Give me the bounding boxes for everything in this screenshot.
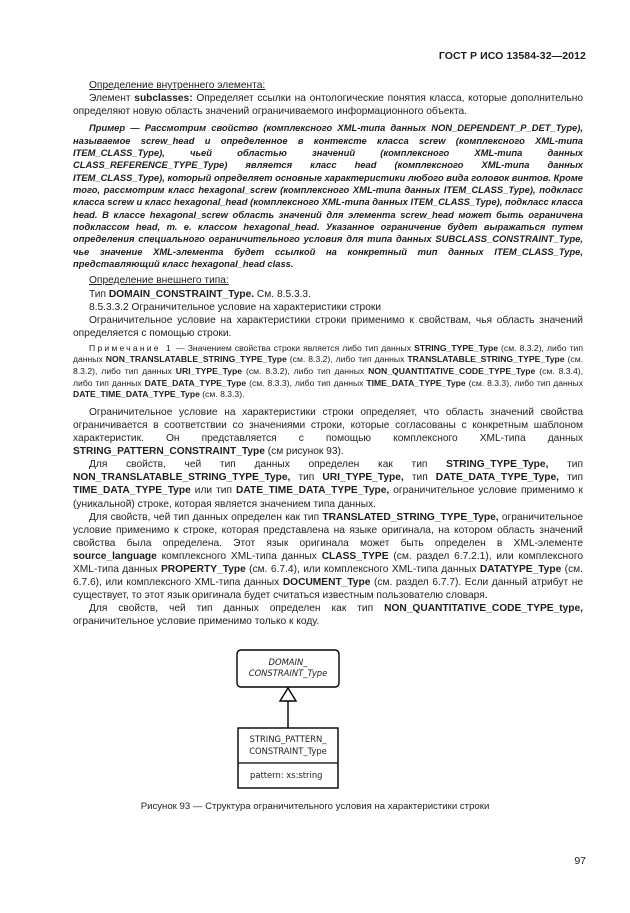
- example-paragraph: Пример — Рассмотрим свойство (комплексного XML-типа данных NON_DEPENDENT_P_DET_Type), называемое screw_head и определенное в контексте класса screw (комплексного XML-типа ITEM_CLASS_Type), чьей областью значений (комплексного XML-типа данных CLASS_REFERENCE_TYPE_Type) является класс head (комплексного XML-типа данных ITEM_CLASS_Type), который определяет основные характеристики любого вида головок винтов. Кроме того, рассмотрим класс hexagonal_screw (комплексного XML-типа данных ITEM_CLASS_Type), подкласс класса screw и класс hexagonal_head (комплексного XML-типа данных ITEM_CLASS_Type), подкласс класса head. В классе hexagonal_screw область значений для элемента screw_head может быть ограничена подклассом head, т. е. классом hexagonal_head. Указанное ограничение будет выражаться путем определения специального ограничительного условия для типа данных SUBCLASS_CONSTRAINT_Type, чье значение XML-элемента будет ссылкой на конкретный тип данных ITEM_CLASS_Type, представляющий класс hexagonal_head class.: [73, 122, 583, 270]
- inheritance-arrowhead: [280, 688, 296, 701]
- parent-class-name-line2: CONSTRAINT_Type: [248, 668, 328, 678]
- pattern-attribute: pattern: xs:string: [250, 770, 323, 780]
- note-label: Примечание 1: [89, 342, 173, 353]
- domain-constraint-term: DOMAIN_CONSTRAINT_Type.: [108, 288, 255, 300]
- parent-class-name-line1: DOMAIN_: [268, 657, 308, 667]
- child-class-name-line1: STRING_PATTERN_: [249, 734, 327, 744]
- figure-caption: Рисунок 93 — Структура ограничительного условия на характеристики строки: [140, 801, 490, 812]
- internal-element-description: Элемент subclasses: Определяет ссылки на онтологические понятия класса, которые дополнительно определяют новую область значений ограничиваемого информационного объекта.: [73, 93, 584, 118]
- external-type-definition: Тип DOMAIN_CONSTRAINT_Type. См. 8.5.3.3.: [89, 288, 311, 300]
- section-number: 8.5.3.3.2: [89, 301, 129, 313]
- standard-header: ГОСТ Р ИСО 13584-32—2012: [438, 50, 586, 62]
- internal-element-heading: Определение внутреннего элемента:: [89, 80, 266, 91]
- paragraph-definition: Ограничительное условие на характеристики строки определяет, что область значений свойства ограничивается в соответствии со значениями строки, которые согласованы с конкретным шаблоном характеристик. Он представляется с помощью комплексного XML-типа данных STRING_PATTERN_CONSTRAINT_Type (см рисунок 93).: [73, 406, 583, 458]
- external-type-heading: Определение внешнего типа:: [89, 275, 229, 287]
- section-title: Ограничительное условие на характеристики строки: [131, 301, 382, 313]
- child-class-name-line2: CONSTRAINT_Type: [249, 746, 327, 756]
- paragraph-translated-string: Для свойств, чей тип данных определен как тип TRANSLATED_STRING_TYPE_Type, ограничительное условие применимо к строке, которая представлена на языке оригинала, на котором область значений свойства была определена. Этот язык оригинала может быть определен в XML-элементе source_language комплексного XML-типа данных CLASS_TYPE (см. раздел 6.7.2.1), или комплексного XML-типа данных PROPERTY_Type (см. 6.7.4), или комплексного XML-типа данных DATATYPE_Type (см. 6.7.6), или комплексного XML-типа данных DOCUMENT_Type (см. раздел 6.7.7). Если данный атрибут не существует, то этот язык оригинала будет считаться известным пользователю словаря.: [73, 511, 584, 602]
- paragraph-code-type: Для свойств, чей тип данных определен как тип NON_QUANTITATIVE_CODE_TYPE_type, ограничительное условие применимо только к коду.: [73, 603, 583, 628]
- page-number: 97: [574, 855, 586, 867]
- section-intro: Ограничительное условие на характеристики строки применимо к свойствам, чья область значений определяется с помощью строки.: [73, 314, 583, 339]
- paragraph-string-types: Для свойств, чей тип данных определен как тип STRING_TYPE_Type, тип NON_TRANSLATABLE_STRING_TYPE_Type, тип URI_TYPE_Type, тип DATE_DATA_TYPE_Type, тип TIME_DATA_TYPE_Type или тип DATE_TIME_DATA_TYPE_Type, ограничительное условие применимо к (уникальной) строке, которая является значением типа данных.: [73, 459, 583, 510]
- subclasses-term: subclasses:: [134, 93, 193, 105]
- note-1: Примечание 1 — Значением свойства строки является либо тип данных STRING_TYPE_Type (см. 8.3.2), либо тип данных NON_TRANSLATABLE_STRING_TYPE_Type (см. 8.3.2), либо тип данных TRANSLATABLE_STRING_TYPE_Type (см. 8.3.2), либо тип данных URI_TYPE_Type (см. 8.3.2), либо тип данных NON_QUANTITATIVE_CODE_TYPE_Type (см. 8.3.4), либо тип данных DATE_DATA_TYPE_Type (см. 8.3.3), либо тип данных TIME_DATA_TYPE_Type (см. 8.3.3), либо тип данных DATE_TIME_DATA_TYPE_Type (см. 8.3.3).: [73, 342, 584, 400]
